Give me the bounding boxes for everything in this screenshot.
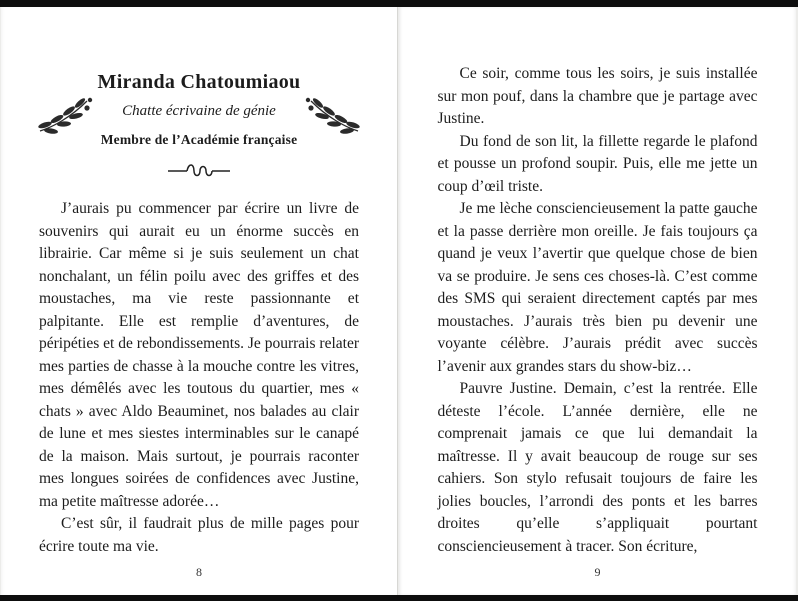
laurel-branch-icon <box>305 91 361 137</box>
squiggle-divider-icon <box>1 163 397 179</box>
left-page-number: 8 <box>196 565 202 579</box>
top-frame-bar <box>0 0 798 7</box>
paragraph: Pauvre Justine. Demain, c’est la rentrée. Elle déteste l’école. L’année dernière, elle ne comprenait jamais ce que lui demandait la maîtresse. Il y avait beaucoup de rouge sur ses cahiers. Son stylo refusait toujours de faire les jolies boucles, l’arrondi des ponts et les barres droites qu’elle s’appliquait pourtant consciencieusement à tracer. Son écriture, <box>437 380 758 555</box>
laurel-branch-icon <box>37 91 93 137</box>
paragraph: C’est sûr, il faudrait plus de mille pages pour écrire toute ma vie. <box>39 515 359 555</box>
paragraph: Je me lèche consciencieusement la patte gauche et la passe derrière mon oreille. Je fais toujours ça quand je veux l’avertir que quelque chose de bien va se produire. Je sens ces choses-là. C’est comme des SMS qui seraient directement captés par mes moustaches. J’aurais très bien pu devenir une voyante célèbre. J’aurais prédit avec succès l’avenir aux grandes stars du show-biz… <box>437 200 758 375</box>
paragraph: Du fond de son lit, la fillette regarde le plafond et pousse un profond soupir. Puis, elle me jette un coup d’œil triste. <box>437 132 758 195</box>
character-subtitle: Chatte écrivaine de génie <box>122 103 276 119</box>
left-page-body <box>39 198 359 558</box>
right-page-number: 9 <box>594 565 601 579</box>
paragraph: J’aurais pu commencer par écrire un livre de souvenirs qui aurait eu un énorme succès en librairie. Car même si je suis seulement un chat nonchalant, un félin poilu avec des griffes et des moustaches, ma vie reste passionnante et palpitante. Elle est remplie d’aventures, de péripéties et de rebondissements. Je pourrais relater mes parties de chasse à la mouche contre les vitres, mes démêlés avec les toutous du quartier, mes « chats » avec Aldo Beauminet, nos balades au clair de lune et mes siestes interminables sur le canapé de la maison. Mais surtout, je pourrais raconter mes longues soirées de confidences avec Justine, ma petite maîtresse adorée… <box>39 200 359 510</box>
character-title: Miranda Chatoumiaou <box>97 71 301 93</box>
character-membership: Membre de l’Académie française <box>100 132 298 147</box>
chapter-header <box>1 7 397 179</box>
right-page <box>399 7 796 595</box>
paragraph: Ce soir, comme tous les soirs, je suis installée sur mon pouf, dans la chambre que je partage avec Justine. <box>437 65 758 127</box>
left-page <box>1 7 398 595</box>
bottom-frame-bar <box>0 595 798 601</box>
right-page-body <box>438 7 758 558</box>
